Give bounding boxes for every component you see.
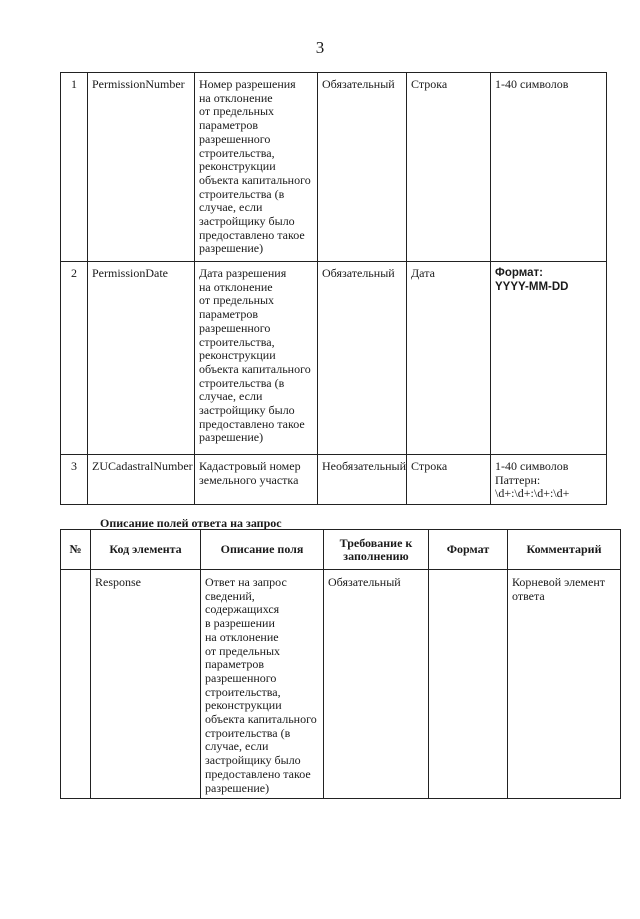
- column-header-requirement: Требование к заполнению: [324, 530, 429, 570]
- column-header-description: Описание поля: [201, 530, 324, 570]
- table-row: [61, 73, 607, 262]
- element-code: PermissionNumber: [88, 73, 195, 262]
- field-description: Ответ на запрос сведений, содержащихся в разрешении на отклонение от предельных параметров разрешенного строительства, реконструкции объекта капитального строительства (в случае, если застройщику было предоставлено такое разрешение): [201, 570, 324, 799]
- row-number: [61, 570, 91, 799]
- requirement: Обязательный: [324, 570, 429, 799]
- requirement: Обязательный: [318, 262, 407, 455]
- page-number: 3: [315, 38, 325, 57]
- comment: Корневой элемент ответа: [508, 570, 621, 799]
- table-row: [61, 455, 607, 505]
- data-type: Строка: [407, 455, 491, 505]
- field-description: Дата разрешения на отклонение от предельных параметров разрешенного строительства, реконструкции объекта капитального строительства (в случае, если застройщику было предоставлено такое разрешение): [195, 262, 318, 455]
- element-code: PermissionDate: [88, 262, 195, 455]
- element-code: ZUCadastralNumber: [88, 455, 195, 505]
- row-number: 1: [61, 73, 88, 262]
- field-description: Номер разрешения на отклонение от предельных параметров разрешенного строительства, реконструкции объекта капитального строительства (в случае, если застройщику было предоставлено такое разрешение): [195, 73, 318, 262]
- format: 1-40 символов Паттерн: \d+:\d+:\d+:\d+: [491, 455, 607, 505]
- column-header-number: №: [61, 530, 91, 570]
- row-number: 2: [61, 262, 88, 455]
- row-number: 3: [61, 455, 88, 505]
- column-header-format: Формат: [429, 530, 508, 570]
- element-code: Response: [91, 570, 201, 799]
- column-header-code: Код элемента: [91, 530, 201, 570]
- request-fields-table: [60, 72, 607, 505]
- field-description: Кадастровый номер земельного участка: [195, 455, 318, 505]
- format: Формат: YYYY-MM-DD: [491, 262, 607, 455]
- requirement: Необязательный: [318, 455, 407, 505]
- section-title: Описание полей ответа на запрос: [100, 516, 282, 530]
- table-row: [61, 262, 607, 455]
- column-header-comment: Комментарий: [508, 530, 621, 570]
- data-type: Дата: [407, 262, 491, 455]
- response-fields-table: [60, 529, 621, 799]
- format: 1-40 символов: [491, 73, 607, 262]
- table-row: [61, 570, 621, 799]
- data-type: Строка: [407, 73, 491, 262]
- format: [429, 570, 508, 799]
- table-header-row: [61, 530, 621, 570]
- requirement: Обязательный: [318, 73, 407, 262]
